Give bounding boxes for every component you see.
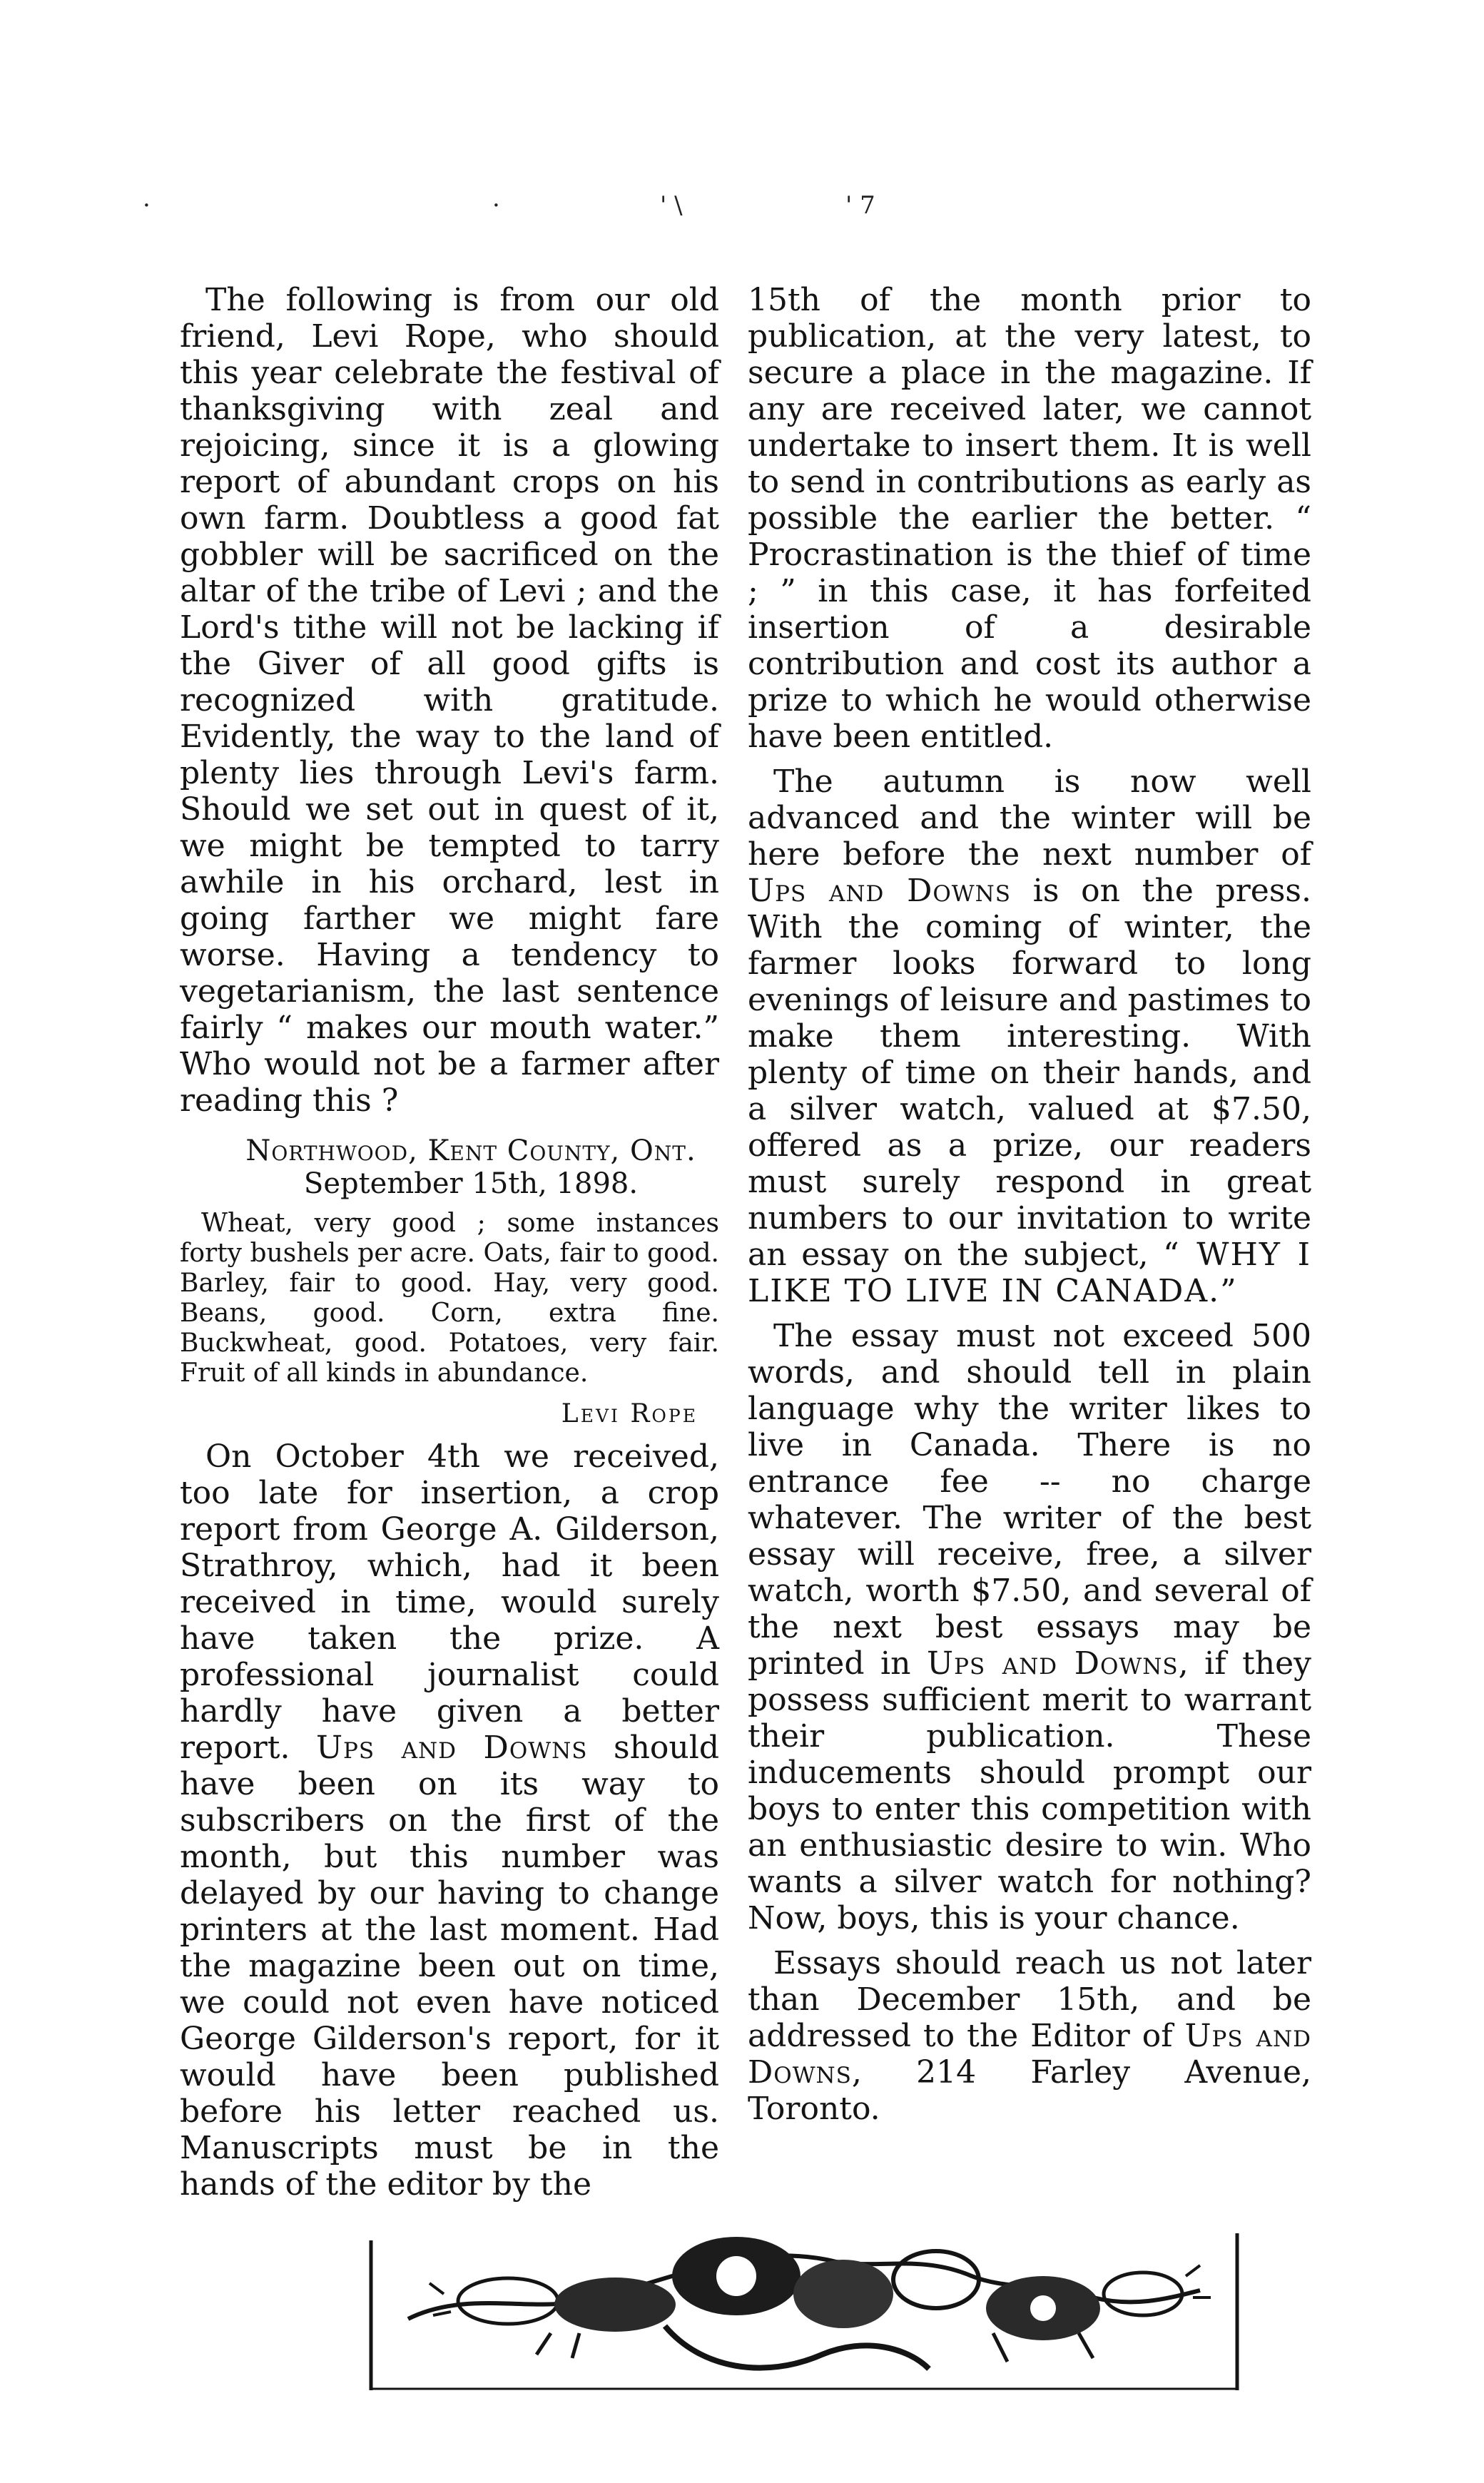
essay-text-end: , if they possess sufficient merit to warrant their publication. These inducements should prompt our boys to enter this competition with an enthusiastic desire to win. Who wants a silver watch for nothing? Now, boys, this is your chance. xyxy=(748,1645,1311,1936)
autumn-text-start: The autumn is now well advanced and the winter will be here before the next number of xyxy=(748,763,1311,873)
header-mark: · xyxy=(492,191,500,220)
intro-paragraph: The following is from our old friend, Levi Rope, who should this year celebrate the festival of thanksgiving with zeal and rejoicing, since it is a glowing report of abundant crops on his own farm. Doubtless a good fat gobbler will be sacrificed on the altar of the tribe of Levi ; and the Lord's tithe will not be lacking if the Giver of all good gifts is recognized with gratitude. Evidently, the way to the land of plenty lies through Levi's farm. Should we set out in quest of it, we might be tempted to tarry awhile in his orchard, lest in going farther we might fare worse. Having a tendency to vegetarianism, the last sentence fairly “ makes our mouth water.” Who would not be a farmer after reading this ? xyxy=(180,282,719,1119)
address-paragraph xyxy=(748,1945,1311,2127)
gilderson-paragraph xyxy=(180,1438,719,2203)
report-date: September 15th, 1898. xyxy=(303,1167,639,1200)
magazine-name: Ups and Downs xyxy=(748,2018,1311,2091)
header-mark: ' \ xyxy=(660,191,683,220)
page-header-marks xyxy=(128,191,1327,220)
essay-text-start: The essay must not exceed 500 words, and should tell in plain language why the writer likes to live in Canada. There is no entrance fee -- no charge whatever. The writer of the best essay will receive, free, a silver watch, worth $7.50, and several of the next best essays may be printed in xyxy=(748,1318,1311,1682)
deadline-paragraph: 15th of the month prior to publication, at the very latest, to secure a place in the magazine. If any are received later, we cannot undertake to insert them. It is well to send in contributions as early as possible the earlier the better. “ Procrastination is the thief of time ; ” in this case, it has forfeited insertion of a desirable contribution and cost its author a prize to which he would otherwise have been entitled. xyxy=(748,282,1311,755)
gilderson-text-end: should have been on its way to subscribers on the first of the month, but this number was delayed by our having to change printers at the last moment. Had the magazine been out on time, we could not even have noticed George Gilderson's report, for it would have been published before his letter reached us. Manuscripts must be in the hands of the editor by the xyxy=(180,1730,719,2203)
address-text-start: Essays should reach us not later than December 15th, and be addressed to the Editor of xyxy=(748,1945,1311,2054)
right-column xyxy=(748,282,1311,2127)
essay-subject: “ WHY I LIKE TO LIVE IN CANADA.” xyxy=(748,1237,1311,1309)
report-body: Wheat, very good ; some instances forty bushels per acre. Oats, fair to good. Barley, fair to good. Hay, very good. Beans, good. Corn, extra fine. Buckwheat, good. Potatoes, very fair. Fruit of all kinds in abundance. xyxy=(180,1209,719,1388)
magazine-name: Ups and Downs xyxy=(927,1645,1179,1682)
left-column xyxy=(180,282,719,2203)
magazine-name: Ups and Downs xyxy=(748,873,1011,909)
autumn-text-mid: is on the press. With the coming of winter, the farmer looks forward to long evenings of leisure and pastimes to make them interesting. With plenty of time on their hands, and a silver watch, valued at $7.50, offered as a prize, our readers must surely respond in great numbers to our invitation to write an essay on the subject, xyxy=(748,873,1311,1273)
header-mark: · xyxy=(143,191,151,220)
crop-report xyxy=(180,1134,719,1430)
magazine-name: Ups and Downs xyxy=(315,1730,588,1766)
page-number: ' 7 xyxy=(845,191,875,220)
floral-vignette-icon xyxy=(365,2226,1243,2390)
report-signature: Levi Rope xyxy=(561,1399,698,1428)
gilderson-text-start: On October 4th we received, too late for insertion, a crop report from George A. Gilderson, Strathroy, which, had it been received in time, would surely have taken the prize. A professional journalist could hardly have given a better report. xyxy=(180,1438,719,1766)
essay-rules-paragraph xyxy=(748,1318,1311,1936)
autumn-paragraph xyxy=(748,763,1311,1309)
report-place: Northwood, Kent County, Ont. xyxy=(245,1134,696,1167)
address-text-end: , 214 Farley Avenue, Toronto. xyxy=(748,2054,1311,2127)
